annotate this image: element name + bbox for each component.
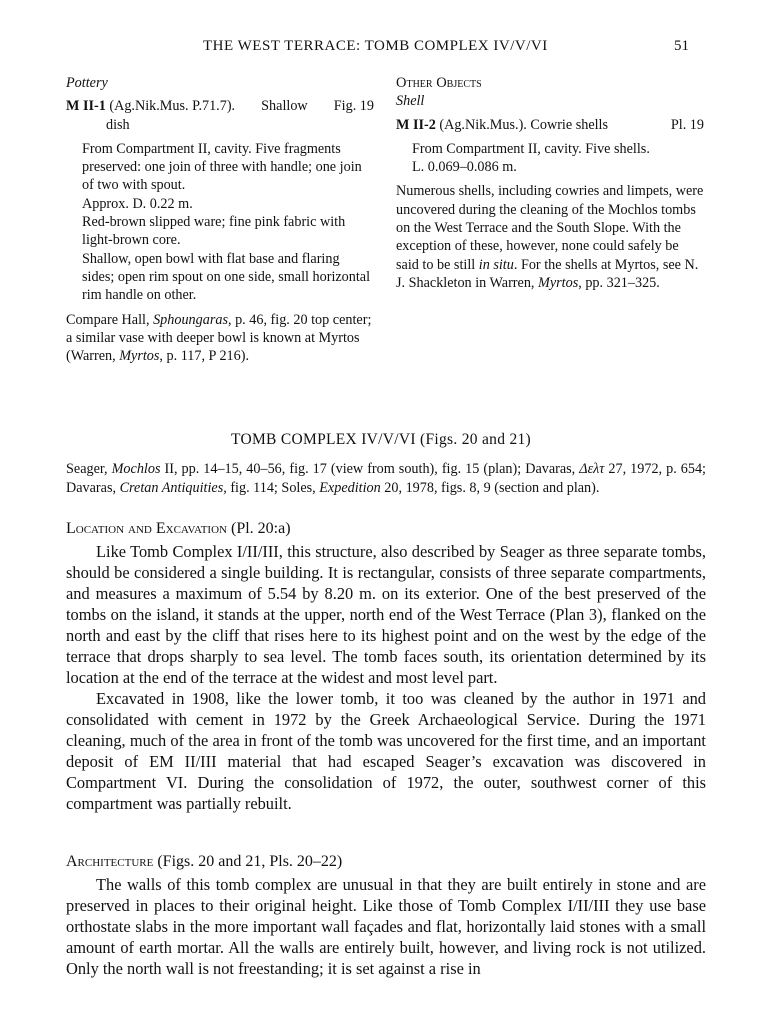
entry-paragraph: Red-brown slipped ware; fine pink fabric with light-brown core. (82, 214, 346, 249)
pottery-heading: Pottery (66, 75, 108, 91)
bibliography (66, 460, 706, 498)
catalog-entry-plate: Pl. 19 (670, 116, 704, 133)
catalog-entry-ref: (Ag.Nik.Mus. P.71.7). (105, 98, 236, 115)
catalog-entry-ref: (Ag.Nik.Mus.). Cowrie shells (435, 116, 609, 133)
text-run: . For the shells at Myrtos, see N. J. Shackleton in Warren, (396, 256, 699, 291)
catalog-entry-title (66, 97, 235, 115)
italic-title: Δελτ (579, 461, 605, 477)
location-heading (66, 520, 291, 538)
text-run: Numerous shells, including cowries and limpets, were uncovered during the cleaning of the Mochlos tombs on the West Terrace and the South Slope. With the exception of these, however, none could safely be said to be still (396, 183, 704, 273)
shell-subheading: Shell (396, 93, 425, 110)
catalog-entry-title (396, 116, 608, 134)
text-run: Compare Hall, (66, 311, 154, 328)
right-column (396, 74, 704, 292)
shells-paragraph (396, 182, 704, 292)
text-run: 27, 1972, p. 654; Davaras, (66, 461, 706, 496)
text-run: 20, 1978, figs. 8, 9 (section and plan). (380, 480, 600, 496)
section-title: TOMB COMPLEX IV/V/VI (Figs. 20 and 21) (230, 431, 532, 448)
compare-paragraph (66, 311, 374, 366)
catalog-entry-fig: Fig. 19 (333, 98, 374, 115)
location-body (66, 541, 706, 814)
other-objects-heading: Other Objects (396, 75, 482, 91)
running-head (0, 38, 762, 58)
architecture-heading (66, 853, 342, 871)
entry-paragraph: Approx. D. 0.22 m. (82, 195, 193, 212)
text-run: , p. 117, P 216). (159, 348, 250, 365)
catalog-entry-id: M II-2 (396, 116, 436, 133)
text-run: Seager, (66, 461, 112, 477)
text-run: , pp. 321–325. (578, 274, 660, 291)
italic-title: Myrtos (119, 348, 160, 365)
entry-paragraph: L. 0.069–0.086 m. (412, 159, 517, 176)
italic-title: Expedition (319, 480, 381, 496)
italic-title: Sphoungaras (153, 311, 228, 328)
location-heading-text: Location and Excavation (66, 520, 227, 537)
italic-title: Mochlos (111, 461, 161, 477)
catalog-entry-header (396, 116, 704, 134)
body-paragraph: The walls of this tomb complex are unusual in that they are built entirely in stone and are preserved in places to their original height. Like those of Tomb Complex I/II/III they use base orthostate slabs in the more important wall façades and flat, horizontally laid stones with a small amount of earth mortar. All the walls are entirely built, however, and living rock is not utilized. Only the north wall is not freestanding; it is set against a rise in (66, 875, 706, 978)
location-heading-ref: (Pl. 20:a) (226, 520, 291, 537)
architecture-body (66, 874, 706, 979)
left-column (66, 74, 374, 365)
catalog-entry-desc2: dish (106, 116, 130, 133)
text-run: II, pp. 14–15, 40–56, fig. 17 (view from south), fig. 15 (plan); Davaras, (160, 461, 580, 477)
body-paragraph: Excavated in 1908, like the lower tomb, it too was cleaned by the author in 1971 and consolidated with cement in 1972 by the Greek Archaeological Service. During the 1971 cleaning, much of the area in front of the tomb was uncovered for the first time, and an important deposit of EM II/III material that had escaped Seager’s excavation was discovered in Compartment VI. During the consolidation of 1972, the outer, southwest corner of this compartment was partially rebuilt. (66, 689, 706, 813)
body-paragraph: Like Tomb Complex I/II/III, this structure, also described by Seager as three separate tombs, should be considered a single building. It is rectangular, consists of three separate compartments, and measures a maximum of 5.54 by 8.20 m. on its exterior. One of the best preserved of the tombs on the island, it stands at the upper, north end of the West Terrace (Plan 3), flanked on the north and east by the cliff that rises here to its highest point and on the west by the edge of the terrace that drops sharply to sea level. The tomb faces south, its orientation determined by its location at the end of the terrace at the widest and most level part. (66, 542, 706, 687)
architecture-heading-ref: (Figs. 20 and 21, Pls. 20–22) (153, 853, 343, 870)
italic-title: Cretan Antiquities (119, 480, 224, 496)
entry-paragraph: From Compartment II, cavity. Five fragments preserved: one join of three with handle; one join of two with spout. (82, 140, 362, 194)
catalog-entry-id: M II-1 (66, 98, 106, 115)
text-run: , p. 46, fig. 20 top center; a similar vase with deeper bowl is known at Myrtos (Warren, (66, 311, 372, 365)
italic-term: in situ (478, 256, 514, 273)
entry-paragraph: From Compartment II, cavity. Five shells. (412, 140, 650, 157)
page-number: 51 (674, 38, 689, 54)
catalog-entry-desc: Shallow (261, 98, 308, 115)
text-run: , fig. 114; Soles, (223, 480, 320, 496)
running-head-title: THE WEST TERRACE: TOMB COMPLEX IV/V/VI (203, 38, 548, 54)
catalog-entry-header (66, 97, 374, 115)
italic-title: Myrtos (538, 274, 579, 291)
architecture-heading-text: Architecture (66, 853, 154, 870)
entry-paragraph: Shallow, open bowl with flat base and flaring sides; open rim spout on one side, small horizontal rim handle on other. (82, 250, 371, 304)
